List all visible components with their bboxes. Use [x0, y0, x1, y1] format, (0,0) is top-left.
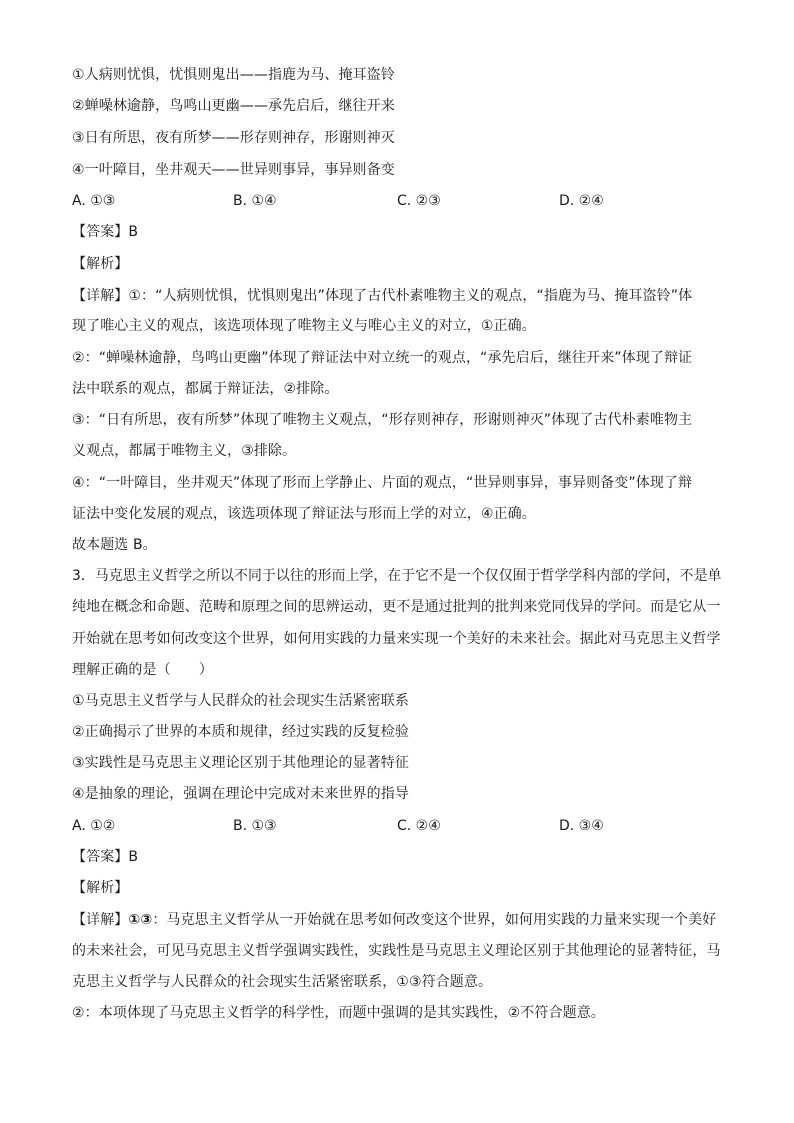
q3-analysis-label: 【解析】 — [72, 880, 129, 896]
q2-explanation-line-1 — [72, 286, 692, 306]
q2-statement-2: ②蝉噪林逾静，鸟鸣山更幽——承先启后，继往开来 — [72, 98, 395, 114]
q3-explanation-line-3: 克思主义哲学与人民群众的社会现实生活紧密联系，①③符合题意。 — [72, 974, 493, 990]
q2-explanation-line-6: 义观点，都属于唯物主义，③排除。 — [72, 443, 297, 459]
q2-option-c: C. ②③ — [397, 193, 441, 209]
q2-options — [72, 191, 712, 211]
q2-explanation-text: ①：“人病则忧惧，忧惧则鬼出”体现了古代朴素唯物主义的观点，“指鹿为马、掩耳盗铃”体 — [128, 288, 693, 304]
q3-explanation-line-2: 的未来社会，可见马克思主义哲学强调实践性，实践性是马克思主义理论区别于其他理论的显著特征，马 — [72, 943, 721, 959]
q2-statement-3: ③日有所思，夜有所梦——形存则神存，形谢则神灭 — [72, 130, 395, 146]
q3-statement-2: ②正确揭示了世界的本质和规律，经过实践的反复检验 — [72, 724, 409, 740]
q3-option-c: C. ②④ — [397, 818, 441, 834]
q3-stem-line-4: 理解正确的是（ ） — [72, 662, 213, 678]
q2-analysis-label: 【解析】 — [72, 256, 129, 272]
q2-statement-4: ④一叶障目，坐井观天——世异则事异，事异则备变 — [72, 162, 395, 178]
q2-explanation-line-4: 法中联系的观点，都属于辩证法，②排除。 — [72, 381, 339, 397]
q3-explanation-text: ：马克思主义哲学从一开始就在思考如何改变这个世界，如何用实践的力量来实现一个美好 — [152, 912, 717, 928]
q3-detail-tag: 【详解】 — [72, 912, 129, 928]
q2-explanation-line-7: ④：“一叶障目，坐井观天”体现了形而上学静止、片面的观点，“世异则事异，事异则备变”体现了辩 — [72, 475, 693, 491]
q3-statement-1: ①马克思主义哲学与人民群众的社会现实生活紧密联系 — [72, 693, 409, 709]
q2-explanation-line-2: 现了唯心主义的观点，该选项体现了唯物主义与唯心主义的对立，①正确。 — [72, 318, 536, 334]
q2-answer: 【答案】B — [72, 224, 139, 240]
q3-answer: 【答案】B — [72, 849, 139, 865]
q2-statement-1: ①人病则忧惧，忧惧则鬼出——指鹿为马、掩耳盗铃 — [72, 67, 395, 83]
q3-stem-line-2: 纯地在概念和命题、范畴和原理之间的思辨运动，更不是通过批判的批判来党同伐异的学问。而是它从一 — [72, 599, 721, 615]
q2-explanation-line-3: ②：“蝉噪林逾静，鸟鸣山更幽”体现了辩证法中对立统一的观点，“承先启后，继往开来”体现了辩证 — [72, 350, 693, 366]
q2-explanation-line-5: ③：“日有所思，夜有所梦”体现了唯物主义观点，“形存则神存，形谢则神灭”体现了古代朴素唯物主 — [72, 412, 693, 428]
q2-explanation-line-8: 证法中变化发展的观点，该选项体现了辩证法与形而上学的对立，④正确。 — [72, 506, 536, 522]
q2-detail-tag: 【详解】 — [72, 288, 129, 304]
q3-stem-line-3: 开始就在思考如何改变这个世界，如何用实践的力量来实现一个美好的未来社会。据此对马克思主义哲学 — [72, 631, 721, 647]
q3-statement-4: ④是抽象的理论，强调在理论中完成对未来世界的指导 — [72, 786, 409, 802]
q3-stem-line-1: 3．马克思主义哲学之所以不同于以往的形而上学，在于它不是一个仅仅囿于哲学学科内部的学问，不是单 — [72, 568, 722, 584]
q3-detail-bold: ①③ — [128, 912, 153, 928]
q3-option-b: B. ①③ — [233, 818, 277, 834]
q2-option-d: D. ②④ — [559, 193, 604, 209]
q3-explanation-line-4: ②：本项体现了马克思主义哲学的科学性，而题中强调的是其实践性，②不符合题意。 — [72, 1005, 605, 1021]
q2-conclusion: 故本题选 B。 — [72, 537, 157, 553]
q2-option-b: B. ①④ — [233, 193, 277, 209]
q3-explanation-line-1 — [72, 910, 716, 930]
q3-statement-3: ③实践性是马克思主义理论区别于其他理论的显著特征 — [72, 755, 409, 771]
q3-option-a: A. ①② — [72, 818, 116, 834]
q2-option-a: A. ①③ — [72, 193, 116, 209]
q3-options — [72, 816, 712, 836]
q3-option-d: D. ③④ — [559, 818, 604, 834]
